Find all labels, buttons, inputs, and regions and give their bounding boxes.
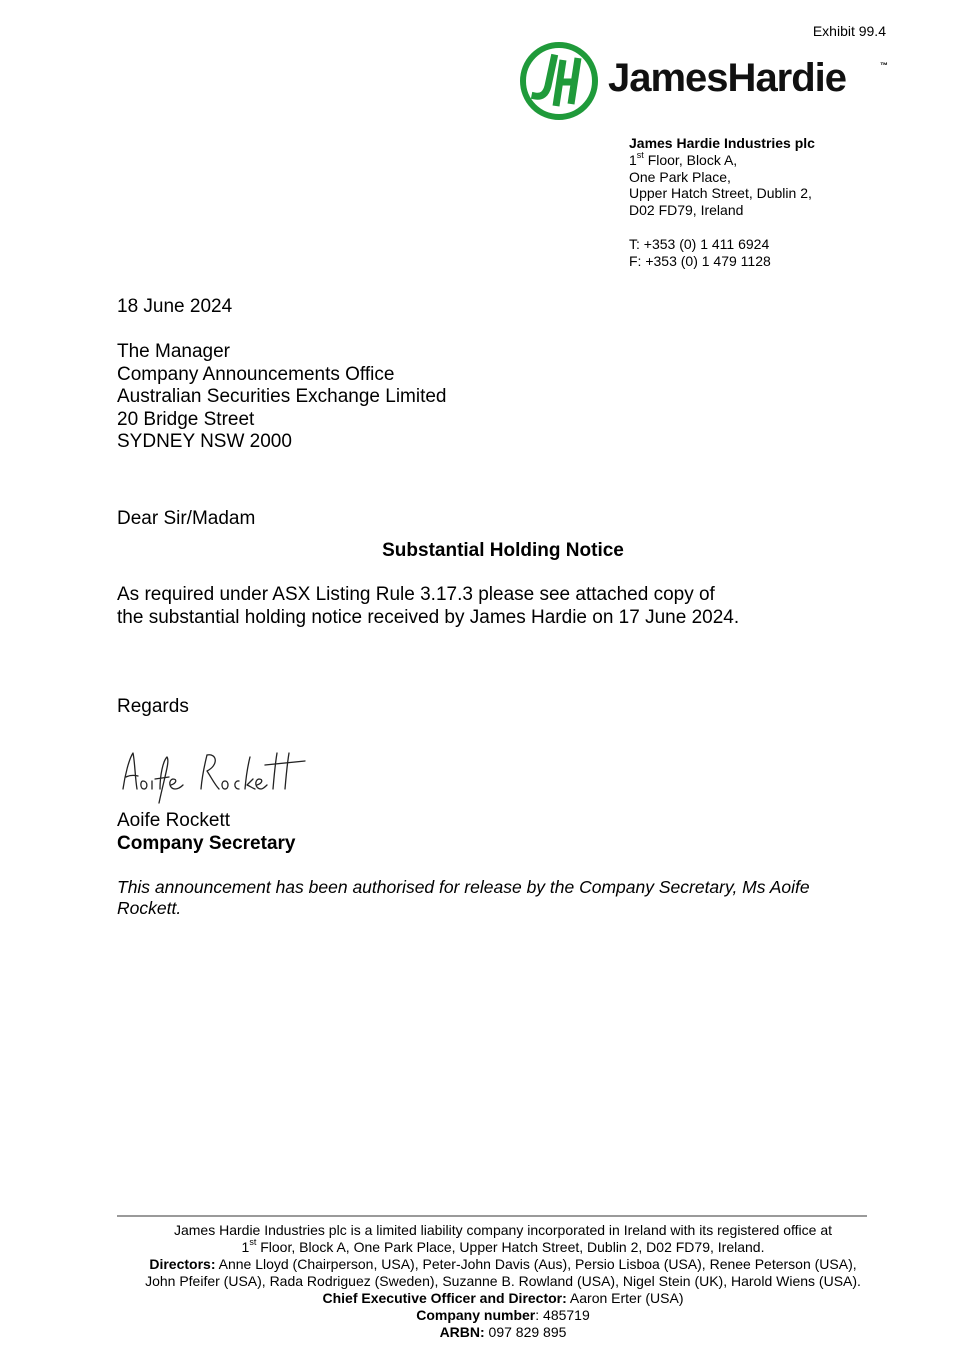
addressee-line: Australian Securities Exchange Limited	[117, 386, 447, 407]
body-line: As required under ASX Listing Rule 3.17.3 please see attached copy of	[117, 584, 715, 605]
company-address-block	[629, 135, 815, 270]
letter-date: 18 June 2024	[117, 296, 233, 317]
addressee-line: The Manager	[117, 341, 231, 362]
addressee-block	[117, 341, 447, 454]
footer-directors-continued: John Pfeifer (USA), Rada Rodriguez (Sweden), Suzanne B. Rowland (USA), Nigel Stein (UK), Harold Wiens (USA).	[145, 1273, 861, 1289]
logo-trademark: ™	[880, 61, 888, 70]
james-hardie-logo	[520, 42, 892, 122]
footer-company-number: Company number: 485719	[416, 1307, 590, 1323]
footer-registration-line: James Hardie Industries plc is a limited liability company incorporated in Ireland with its registered office at	[173, 1222, 833, 1238]
footer-ceo: Chief Executive Officer and Director: Aaron Erter (USA)	[322, 1290, 684, 1306]
handwritten-signature	[115, 745, 310, 807]
letter-body	[117, 584, 739, 629]
footer-address-line: 1st Floor, Block A, One Park Place, Upper Hatch Street, Dublin 2, D02 FD79, Ireland.	[241, 1237, 765, 1255]
body-line: the substantial holding notice received by James Hardie on 17 June 2024.	[117, 606, 740, 628]
fax-number: F: +353 (0) 1 479 1128	[629, 252, 771, 269]
footer-divider	[117, 1215, 867, 1217]
phone-number: T: +353 (0) 1 411 6924	[629, 235, 770, 252]
addressee-line: 20 Bridge Street	[117, 408, 255, 430]
exhibit-label: Exhibit 99.4	[812, 23, 886, 39]
addressee-line: SYDNEY NSW 2000	[117, 431, 292, 452]
logo-wordmark: JamesHardie	[608, 56, 847, 100]
footer-arbn: ARBN: 097 829 895	[439, 1324, 567, 1340]
address-line-2: One Park Place,	[629, 168, 731, 185]
address-line-4: D02 FD79, Ireland	[629, 202, 744, 219]
subject-heading: Substantial Holding Notice	[382, 540, 624, 561]
closing: Regards	[117, 696, 189, 717]
footer-directors: Directors: Anne Lloyd (Chairperson, USA), Peter-John Davis (Aus), Persio Lisboa (USA), Renee Peterson (USA),	[149, 1256, 857, 1272]
salutation: Dear Sir/Madam	[117, 508, 256, 529]
signer-title: Company Secretary	[117, 832, 296, 854]
addressee-line: Company Announcements Office	[117, 363, 395, 385]
signer-name: Aoife Rockett	[117, 810, 230, 831]
authorisation-statement: This announcement has been authorised for release by the Company Secretary, Ms Aoife Rockett.	[117, 877, 810, 918]
address-line-3: Upper Hatch Street, Dublin 2,	[629, 185, 812, 202]
company-name: James Hardie Industries plc	[629, 135, 815, 151]
footer	[117, 1222, 889, 1341]
address-line-1: 1st Floor, Block A,	[629, 150, 738, 168]
signer-block	[117, 810, 295, 855]
jh-logo-icon	[520, 42, 598, 120]
